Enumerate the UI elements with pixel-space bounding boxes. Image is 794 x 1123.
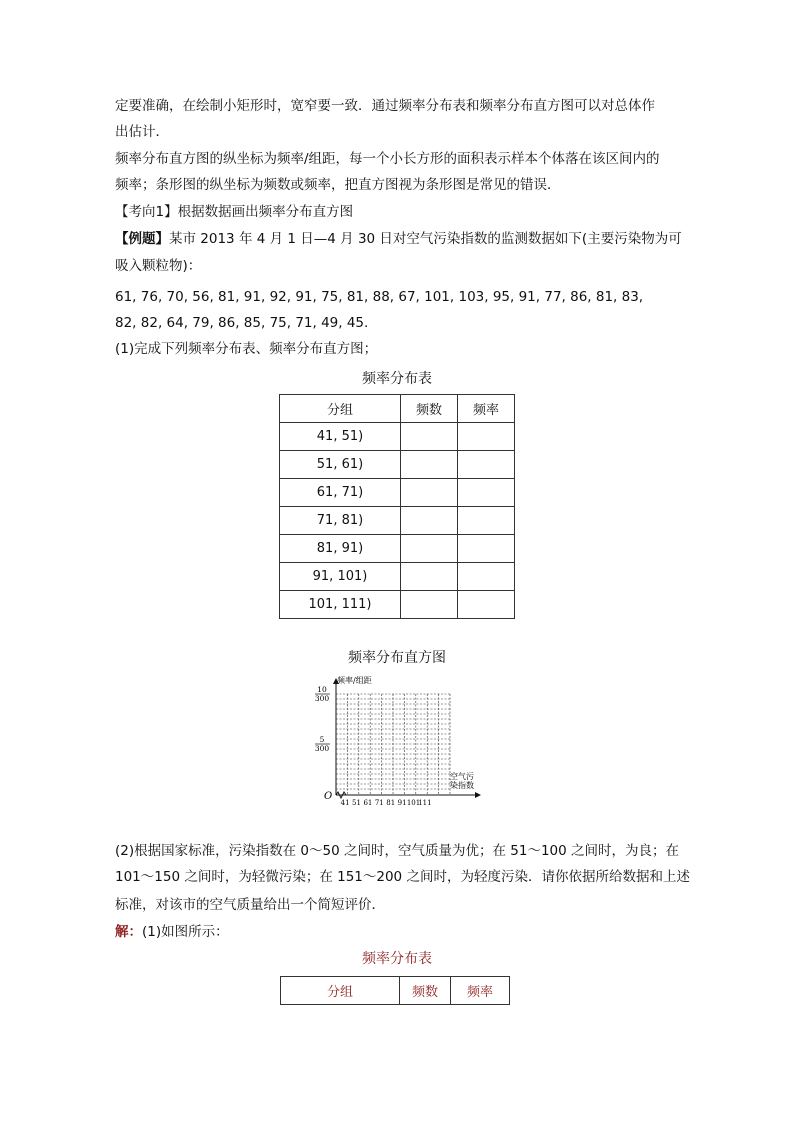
count-cell[interactable] <box>401 479 458 507</box>
table1-title: 频率分布表 <box>362 371 432 387</box>
solution-frequency-table <box>280 976 510 1005</box>
origin-label: O <box>324 791 333 802</box>
group-cell: 61, 71) <box>280 479 401 507</box>
frequency-cell[interactable] <box>458 451 515 479</box>
table-row <box>280 535 515 563</box>
data-line-2: 82, 82, 64, 79, 86, 85, 75, 71, 49, 45. <box>115 315 369 331</box>
solution-header-row <box>281 977 510 1005</box>
table-row <box>280 479 515 507</box>
group-cell: 101, 111) <box>280 591 401 619</box>
solution-text: (1)如图所示： <box>142 924 229 940</box>
x-axis-label-2: 染指数 <box>450 781 474 790</box>
y-tick-mid-den: 300 <box>314 744 330 753</box>
group-cell: 91, 101) <box>280 563 401 591</box>
intro-line-1: 定要准确，在绘制小矩形时，宽窄要一致．通过频率分布表和频率分布直方图可以对总体作 <box>115 98 655 114</box>
frequency-cell[interactable] <box>458 563 515 591</box>
group-cell: 81, 91) <box>280 535 401 563</box>
header-group: 分组 <box>280 395 401 423</box>
frequency-cell[interactable] <box>458 507 515 535</box>
solution-header-count: 频数 <box>400 977 451 1005</box>
count-cell[interactable] <box>401 591 458 619</box>
frequency-cell[interactable] <box>458 479 515 507</box>
intro-line-4: 频率；条形图的纵坐标为频数或频率，把直方图视为条形图是常见的错误． <box>115 177 561 193</box>
table-header-row <box>280 395 515 423</box>
example-text: 某市 2013 年 4 月 1 日—4 月 30 日对空气污染指数的监测数据如下(主要污染物为可 <box>169 231 682 247</box>
grid-lines <box>336 694 450 795</box>
count-cell[interactable] <box>401 563 458 591</box>
x-tick-label: 51 <box>352 799 361 807</box>
histogram-grid <box>300 675 490 810</box>
table-row <box>280 423 515 451</box>
x-tick-labels <box>341 799 432 807</box>
table-row <box>280 451 515 479</box>
data-line-1: 61, 76, 70, 56, 81, 91, 92, 91, 75, 81, 88, 67, 101, 103, 95, 91, 77, 86, 81, 83, <box>115 289 644 305</box>
y-axis-label: 频率/组距 <box>337 676 372 685</box>
x-tick-label: 91 <box>397 799 407 807</box>
group-cell: 41, 51) <box>280 423 401 451</box>
question-2-line-2: 101～150 之间时，为轻微污染；在 151～200 之间时，为轻度污染．请你依据所给数据和上述 <box>115 869 690 885</box>
header-count: 频数 <box>401 395 458 423</box>
question-2-line-3: 标准，对该市的空气质量给出一个简短评价． <box>115 897 385 913</box>
solution-header-group: 分组 <box>281 977 400 1005</box>
x-tick-label: 61 <box>363 799 373 807</box>
count-cell[interactable] <box>401 451 458 479</box>
group-cell: 51, 61) <box>280 451 401 479</box>
solution-table-title: 频率分布表 <box>362 951 432 967</box>
count-cell[interactable] <box>401 423 458 451</box>
group-cell: 71, 81) <box>280 507 401 535</box>
count-cell[interactable] <box>401 535 458 563</box>
frequency-cell[interactable] <box>458 591 515 619</box>
frequency-cell[interactable] <box>458 535 515 563</box>
intro-line-3: 频率分布直方图的纵坐标为频率/组距，每一个小长方形的面积表示样本个体落在该区间内的 <box>115 151 660 167</box>
kaoxiang-heading: 【考向1】根据数据画出频率分布直方图 <box>115 204 354 220</box>
table-row <box>280 507 515 535</box>
example-line-2: 吸入颗粒物)： <box>115 258 202 274</box>
solution-header-frequency: 频率 <box>451 977 510 1005</box>
x-tick-label: 111 <box>418 799 432 807</box>
x-tick-label: 41 <box>340 799 350 807</box>
question-2-line-1: (2)根据国家标准，污染指数在 0～50 之间时，空气质量为优；在 51～100 之间时，为良；在 <box>115 843 679 859</box>
solution-label: 解： <box>115 924 142 940</box>
x-tick-label: 81 <box>386 799 396 807</box>
count-cell[interactable] <box>401 507 458 535</box>
x-axis-label-1: 空气污 <box>450 772 474 781</box>
frequency-table <box>279 394 515 619</box>
solution-line <box>115 919 229 945</box>
frequency-cell[interactable] <box>458 423 515 451</box>
example-tag: 【例题】 <box>115 231 169 247</box>
y-tick-mid-num: 5 <box>319 735 325 744</box>
example-line-1 <box>115 226 682 252</box>
histogram-title: 频率分布直方图 <box>348 650 446 666</box>
intro-line-2: 出估计． <box>115 124 169 140</box>
table-row <box>280 563 515 591</box>
y-tick-top-num: 10 <box>317 685 327 694</box>
y-tick-top-den: 300 <box>314 694 330 703</box>
question-1: (1)完成下列频率分布表、频率分布直方图； <box>115 341 378 357</box>
header-frequency: 频率 <box>458 395 515 423</box>
x-tick-label: 71 <box>374 799 384 807</box>
x-tick-label: 101 <box>406 799 421 807</box>
table-row <box>280 591 515 619</box>
